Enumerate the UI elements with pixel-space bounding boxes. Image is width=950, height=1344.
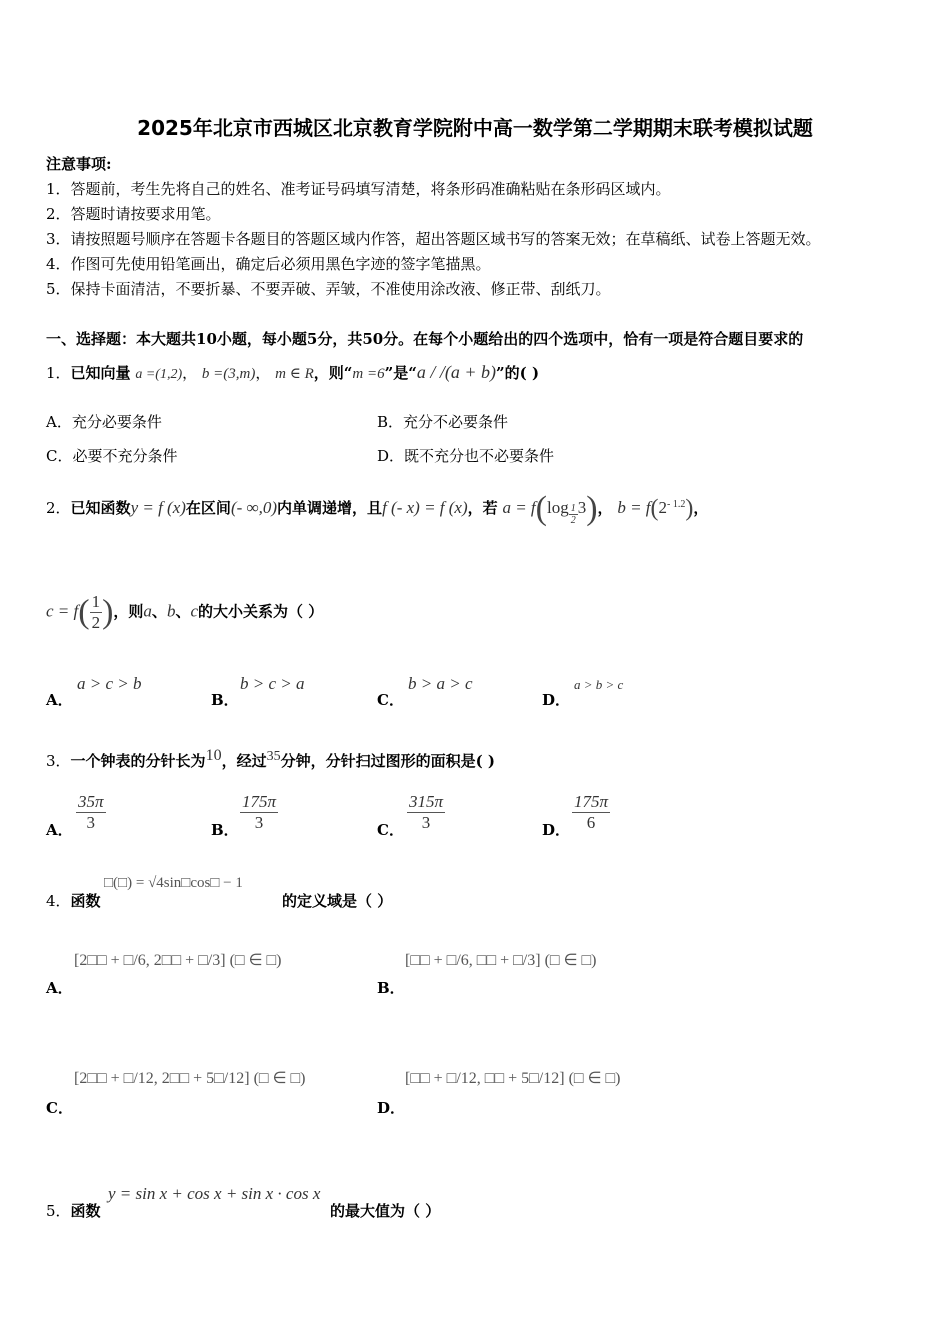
math-expr: c [190, 601, 198, 621]
option-d: D．既不充分也不必要条件 [377, 447, 555, 465]
math-expr: f (- x) = f (x) [382, 498, 468, 517]
paren-icon: ( [535, 490, 547, 527]
option-c-label: C． [377, 691, 404, 709]
option-b: [□□ + □/6, □□ + □/3] (□ ∈ □) [405, 952, 597, 969]
question-number: 5． [46, 1202, 71, 1220]
fraction [407, 792, 445, 833]
question-text: 已知函数 [70, 499, 131, 517]
fraction-den: 2 [570, 515, 576, 526]
math-expr: 2 [658, 498, 668, 517]
option-b [240, 792, 278, 833]
option-c-label: C． [46, 1099, 73, 1117]
option-c-label: C． [377, 821, 404, 839]
question-text: ，若 [467, 499, 498, 517]
option-d-label: D． [377, 1099, 406, 1117]
fraction [90, 592, 103, 633]
math-expr: □(□) = √4sin□cos□ − 1 [104, 875, 243, 891]
option-c: [2□□ + □/12, 2□□ + 5□/12] (□ ∈ □) [74, 1070, 306, 1087]
option-b-label: B． [377, 979, 405, 997]
math-expr: c = f [46, 601, 79, 621]
option-d: [□□ + □/12, □□ + 5□/12] (□ ∈ □) [405, 1070, 621, 1087]
fraction [240, 792, 278, 833]
math-expr: b = f [617, 498, 651, 517]
fraction-num: 1 [570, 503, 576, 514]
fraction-num: 1 [91, 592, 101, 611]
question-text: ，经过 [221, 752, 267, 770]
fraction-den: 3 [254, 813, 264, 832]
fraction [572, 792, 610, 833]
question-2 [46, 490, 708, 528]
question-3 [46, 747, 495, 771]
question-text: 的定义域是（ ） [282, 892, 393, 910]
math-expr: y = f (x) [130, 498, 186, 517]
fraction-num: 175π [242, 792, 277, 811]
option-d-label: D． [542, 821, 571, 839]
math-expr: b [166, 601, 176, 621]
question-4 [46, 890, 101, 911]
option-a-label: A． [46, 821, 73, 839]
option-b-label: B． [211, 691, 239, 709]
option-b-label: B． [211, 821, 239, 839]
fraction-num: 175π [574, 792, 609, 811]
fraction-den: 3 [86, 813, 96, 832]
question-1 [46, 362, 539, 383]
option-d [572, 792, 610, 833]
question-number: 1． [46, 364, 71, 382]
question-text: 函数 [70, 1202, 101, 1220]
notice-item: 5．保持卡面清洁，不要折暴、不要弄破、弄皱，不准使用涂改液、修正带、刮纸刀。 [46, 280, 611, 298]
math-expr: a = f [502, 498, 536, 517]
question-text: 内单调递增，且 [277, 499, 383, 517]
option-a [76, 792, 106, 833]
option-a: A．充分必要条件 [46, 413, 162, 431]
question-5 [46, 1200, 101, 1221]
math-expr: log [546, 498, 569, 517]
math-expr: - 1.2 [667, 499, 686, 510]
fraction [76, 792, 106, 833]
math-expr: a [143, 601, 152, 621]
option-b: B．充分不必要条件 [377, 413, 509, 431]
paren-icon: ) [685, 495, 694, 522]
option-a-label: A． [46, 691, 73, 709]
fraction-num: 35π [78, 792, 104, 811]
option-c: b > a > c [408, 674, 473, 693]
math-expr: a / /(a + b) [416, 362, 497, 382]
page-title: 2025年北京市西城区北京教育学院附中高一数学第二学期期末联考模拟试题 [137, 116, 813, 140]
option-d-label: D． [542, 691, 571, 709]
fraction-den: 2 [91, 613, 101, 632]
question-text: ， [182, 364, 198, 382]
notice-heading: 注意事项: [46, 155, 112, 173]
math-expr: 35 [266, 749, 281, 764]
notice-item: 4．作图可先使用铅笔画出，确定后必须用黑色字迹的签字笔描黑。 [46, 255, 491, 273]
option-a: [2□□ + □/6, 2□□ + □/3] (□ ∈ □) [74, 952, 282, 969]
option-c: C．必要不充分条件 [46, 447, 178, 465]
paren-icon: ) [586, 490, 598, 527]
question-text: 在区间 [185, 499, 231, 517]
fraction-den: 3 [421, 813, 431, 832]
question-text: 、 [151, 602, 167, 621]
math-expr: 3 [577, 498, 587, 517]
question-text: 已知向量 [70, 364, 131, 382]
option-a-label: A． [46, 979, 73, 997]
option-c [407, 792, 445, 833]
question-text: 、 [175, 602, 191, 621]
math-expr: m =6 [352, 366, 385, 382]
question-number: 3． [46, 752, 71, 770]
notice-item: 3．请按照题号顺序在答题卡各题目的答题区域内作答，超出答题区域书写的答案无效；在草稿纸、试卷上答题无效。 [46, 230, 821, 248]
question-text: 的大小关系为（ ） [198, 602, 324, 621]
question-2-cont [46, 592, 323, 633]
fraction-num: 315π [409, 792, 444, 811]
question-number: 4． [46, 892, 71, 910]
question-text: ，则“ [313, 364, 353, 382]
question-text: 函数 [70, 892, 101, 910]
math-expr: m ∈ R [275, 366, 314, 382]
option-b: b > c > a [240, 674, 305, 693]
notice-item: 2．答题时请按要求用笔。 [46, 205, 221, 223]
math-expr: 10 [205, 747, 222, 764]
question-text: ， [693, 499, 709, 517]
question-text: ”是“ [384, 364, 417, 382]
question-text: ， [597, 499, 613, 517]
math-expr: b =(3,m) [201, 366, 256, 382]
math-expr: a =(1,2) [135, 367, 183, 382]
math-expr: y = sin x + cos x + sin x · cos x [108, 1184, 321, 1203]
math-expr: (- ∞,0) [230, 498, 278, 517]
paren-icon: ( [650, 495, 659, 522]
question-text: 一个钟表的分针长为 [70, 752, 206, 770]
paren-icon: ( [78, 593, 90, 631]
question-text: ， [255, 364, 271, 382]
section-heading: 一、选择题：本大题共10小题，每小题5分，共50分。在每个小题给出的四个选项中，恰有一项是符合题目要求的 [46, 330, 804, 348]
paren-icon: ) [102, 593, 114, 631]
fraction-den: 6 [586, 813, 596, 832]
fraction [569, 503, 578, 526]
question-text: ”的( ) [496, 364, 540, 382]
notice-item: 1．答题前，考生先将自己的姓名、准考证号码填写清楚，将条形码准确粘贴在条形码区域内。 [46, 180, 671, 198]
question-text: 分钟，分针扫过图形的面积是( ) [280, 752, 495, 770]
question-text: 的最大值为（ ） [330, 1202, 441, 1220]
option-d: a > b > c [574, 677, 624, 692]
question-number: 2． [46, 499, 71, 517]
question-text: ，则 [113, 602, 144, 621]
option-a: a > c > b [77, 674, 142, 693]
